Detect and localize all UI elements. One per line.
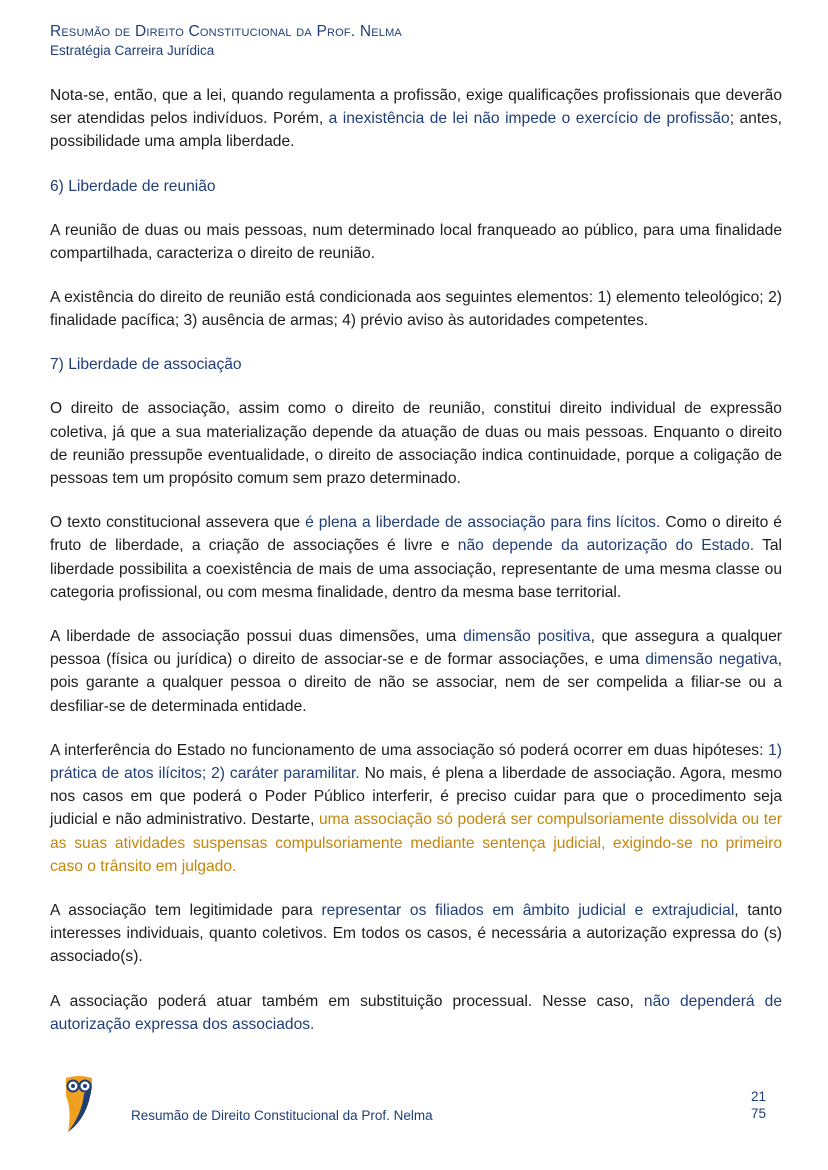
text: ; antes, possibilidade uma ampla liberdade.: [50, 110, 782, 151]
paragraph: A reunião de duas ou mais pessoas, num determinado local franqueado ao público, para uma finalidade compartilhada, caracteriza o direito de reunião.: [50, 221, 782, 262]
header-title: Resumão de Direito Constitucional da Prof. Nelma: [50, 23, 402, 40]
page-header: [50, 22, 402, 60]
text: No mais, é plena a liberdade de associação. Agora, mesmo nos casos em que poderá o Poder Público interferir, é preciso cuidar para que o procedimento seja judicial e não administrativo. Destarte,: [50, 765, 782, 829]
highlight-text: 1) prática de atos ilícitos; 2) caráter paramilitar.: [50, 741, 782, 783]
total-pages: 75: [750, 1106, 766, 1121]
paragraph: [50, 625, 782, 718]
text: A associação tem legitimidade para: [50, 902, 322, 920]
paragraph: [50, 511, 782, 604]
highlight-text: dimensão negativa: [645, 651, 778, 669]
text: O texto constitucional assevera que: [50, 514, 306, 532]
paragraph: O direito de associação, assim como o direito de reunião, constitui direito individual de expressão coletiva, já que a sua materialização depende da atuação de duas ou mais pessoas. Enquanto o direito de reunião pressupõe eventualidade, o direito de associação indica continuidade, porque a coligação de pessoas tem um propósito comum sem prazo determinado.: [50, 400, 782, 488]
highlight-text: representar os filiados em âmbito judicial e extrajudicial: [321, 902, 735, 920]
current-page: 21: [750, 1089, 766, 1104]
footer-text: Resumão de Direito Constitucional da Prof. Nelma: [131, 1108, 433, 1123]
highlight-text: dimensão positiva: [463, 628, 591, 646]
highlight-text: não depende da autorização do Estado.: [457, 537, 755, 555]
text: A interferência do Estado no funcionamento de uma associação só poderá ocorrer em duas hipóteses:: [50, 741, 769, 759]
text: Como o direito é fruto de liberdade, a criação de associações é livre e: [50, 514, 782, 555]
text: , pois garante a qualquer pessoa o direito de não se associar, nem de ser compelida a filiar-se ou a desfiliar-se de determinada entidade.: [50, 651, 782, 715]
header-subtitle: Estratégia Carreira Jurídica: [50, 43, 215, 58]
page-number: [740, 1088, 766, 1122]
highlight-text: é plena a liberdade de associação para fins lícitos.: [305, 514, 661, 532]
section-heading: 7) Liberdade de associação: [50, 356, 242, 374]
paragraph: [50, 739, 782, 878]
text: Tal liberdade possibilita a coexistência de mais de uma associação, representante de uma mesma classe ou categoria profissional, ou com mesma finalidade, dentro da mesma base territorial.: [50, 537, 783, 601]
highlight-text-orange: uma associação só poderá ser compulsoriamente dissolvida ou ter as suas atividades suspensas compulsoriamente mediante sentença judicial, exigindo-se no primeiro caso o trânsito em julgado.: [50, 811, 782, 875]
highlight-text: não dependerá de autorização expressa dos associados.: [50, 992, 782, 1033]
text: A liberdade de associação possui duas dimensões, uma: [50, 628, 464, 646]
paragraph: [50, 84, 782, 154]
paragraph: [50, 990, 782, 1036]
text: A associação poderá atuar também em substituição processual. Nesse caso,: [50, 992, 644, 1010]
highlight-text: a inexistência de lei não impede o exercício de profissão: [328, 110, 730, 128]
document-body: [50, 84, 782, 1057]
paragraph: [50, 899, 782, 969]
paragraph: A existência do direito de reunião está condicionada aos seguintes elementos: 1) elemento teleológico; 2) finalidade pacífica; 3) ausência de armas; 4) prévio aviso às autoridades competentes.: [50, 289, 782, 330]
text: , tanto interesses individuais, quanto coletivos. Em todos os casos, é necessária a autorização expressa do (s) associado(s).: [50, 902, 782, 966]
text: Nota-se, então, que a lei, quando regulamenta a profissão, exige qualificações profissionais que deverão ser atendidas pelos indivíduos. Porém,: [50, 87, 782, 128]
section-heading: 6) Liberdade de reunião: [50, 177, 216, 195]
owl-logo-icon: [62, 1074, 96, 1134]
text: , que assegura a qualquer pessoa (física ou jurídica) o direito de associar-se e de formar associações, e uma: [50, 628, 782, 669]
